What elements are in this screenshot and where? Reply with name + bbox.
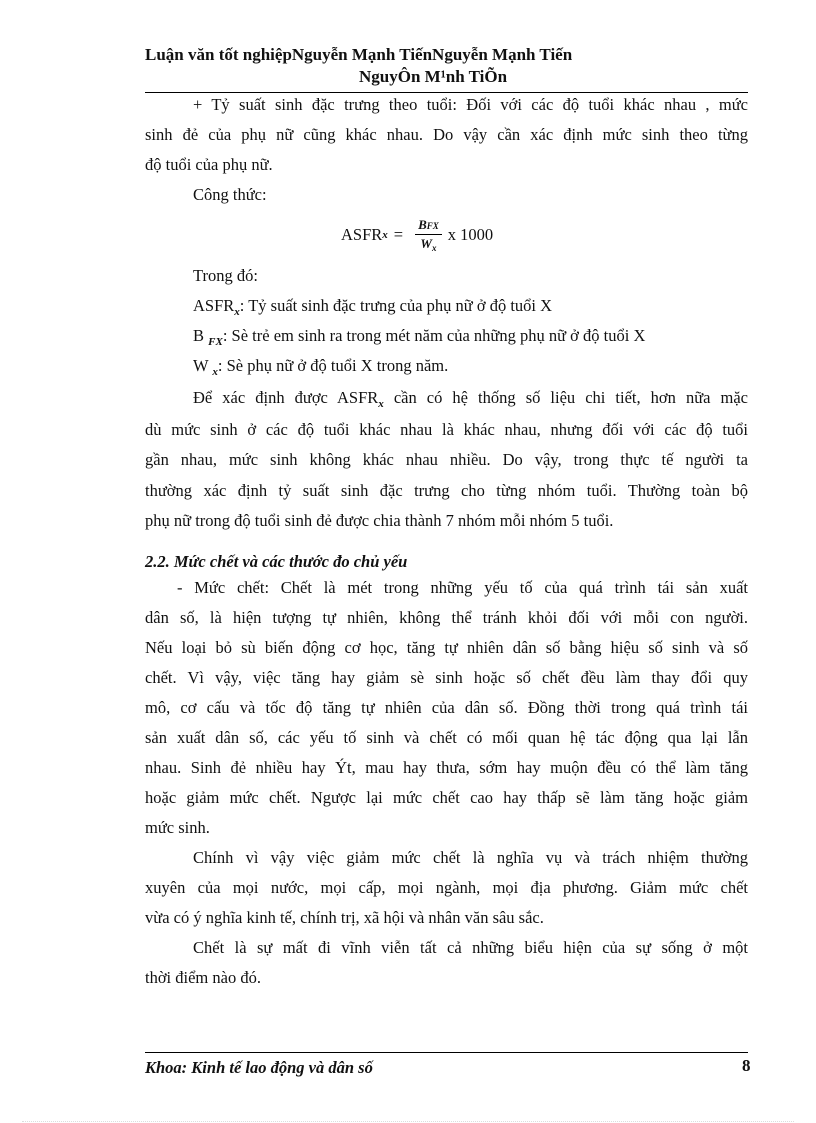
where-label: Trong đó: — [193, 266, 258, 285]
paragraph-line: mô, cơ cấu và tốc độ tăng tự nhiên của dân số. Đồng thời trong quá trình tái — [145, 698, 748, 717]
paragraph-line: vừa có ý nghĩa kinh tế, chính trị, xã hội và nhân văn sâu sắc. — [145, 908, 544, 927]
definition-asfr: $ASFR_x$: Tỷ suất sinh đặc trưng của phụ nữ ở độ tuổi X — [193, 296, 553, 318]
formula-equals: = — [393, 225, 404, 244]
paragraph-line: sinh đẻ của phụ nữ cũng khác nhau. Do vậy cần xác định mức sinh theo từng — [145, 125, 748, 144]
paragraph-line: hoặc giảm mức chết. Ngược lại mức chết cao hay thấp sẽ làm tăng hoặc giảm — [145, 788, 748, 807]
definition-wx: W $_x$: Sè phụ nữ ở độ tuổi X trong năm. — [193, 356, 449, 378]
paragraph-line: chết. Vì vậy, việc tăng hay giảm sè sinh hoặc số chết đều làm thay đổi quy — [145, 668, 748, 687]
paragraph-line: gần nhau, mức sinh không khác nhau nhiều. Do vậy, trong thực tế người ta — [145, 450, 748, 469]
paragraph-line: - Mức chết: Chết là mét trong những yếu tố của quá trình tái sản xuất — [177, 578, 748, 597]
paragraph-line: sản xuất dân số, các yếu tố sinh và chết có mối quan hệ tác động qua lại lẫn — [145, 728, 748, 747]
header-title: Luận văn tốt nghiệpNguyễn Mạnh TiếnNguyễn Mạnh Tiến — [145, 45, 573, 64]
section-heading: 2.2. Mức chết và các thước đo chủ yếu — [145, 552, 408, 571]
footer-faculty: Khoa: Kinh tế lao động và dân số — [145, 1058, 373, 1077]
page-number: 8 — [742, 1056, 751, 1075]
formula-fraction — [415, 217, 442, 253]
formula-asfr — [341, 213, 493, 257]
paragraph-line: Chết là sự mất đi vĩnh viễn tất cả những biểu hiện của sự sống ở một — [193, 938, 748, 957]
paragraph-line: nhau. Sinh đẻ nhiều hay Ýt, mau hay thưa, sớm hay muộn đều có thể làm tăng — [145, 758, 748, 777]
paragraph-line: mức sinh. — [145, 818, 210, 837]
formula-intro: Công thức: — [193, 185, 267, 204]
paragraph-line: xuyên của mọi nước, mọi cấp, mọi ngành, mọi địa phương. Giảm mức chết — [145, 878, 748, 897]
footer-rule — [145, 1052, 748, 1053]
paragraph-line: dù mức sinh ở các độ tuổi khác nhau là khác nhau, nhưng đối với các độ tuổi — [145, 420, 748, 439]
paragraph-line: phụ nữ trong độ tuổi sinh đẻ được chia thành 7 nhóm mỗi nhóm 5 tuổi. — [145, 511, 614, 530]
paragraph-line: Để xác định được $ASFR_x$ cần có hệ thống số liệu chi tiết, hơn nữa mặc — [193, 388, 749, 410]
header-subtitle: NguyÔn M¹nh TiÕn — [359, 67, 508, 86]
formula-lhs-subscript: x — [382, 229, 388, 241]
paragraph-line: thường xác định tỷ suất sinh đặc trưng cho từng nhóm tuổi. Thường toàn bộ — [145, 481, 748, 500]
paragraph-line: độ tuổi của phụ nữ. — [145, 155, 273, 174]
formula-lhs: ASFR — [341, 225, 383, 244]
paragraph-line: + Tỷ suất sinh đặc trưng theo tuổi: Đối với các độ tuổi khác nhau , mức — [193, 95, 748, 114]
paragraph-line: Nếu loại bỏ sù biến động cơ học, tăng tự nhiên dân số bằng hiệu số sinh và số — [145, 638, 748, 657]
paragraph-line: thời điểm nào đó. — [145, 968, 261, 987]
paragraph-line: dân số, là hiện tượng tự nhiên, không thể tránh khỏi đối với mỗi con người. — [145, 608, 748, 627]
formula-denominator: $W_x$ — [420, 236, 437, 253]
formula-multiplier: x 1000 — [447, 225, 494, 244]
paragraph-line: Chính vì vậy việc giảm mức chết là nghĩa vụ và trách nhiệm thường — [193, 848, 748, 867]
header-rule — [145, 92, 748, 93]
definition-bfx: B $_{FX}$: Sè trẻ em sinh ra trong mét năm của những phụ nữ ở độ tuổi X — [193, 326, 646, 348]
formula-numerator: BFX — [415, 217, 442, 235]
page-edge-divider — [22, 1121, 794, 1122]
